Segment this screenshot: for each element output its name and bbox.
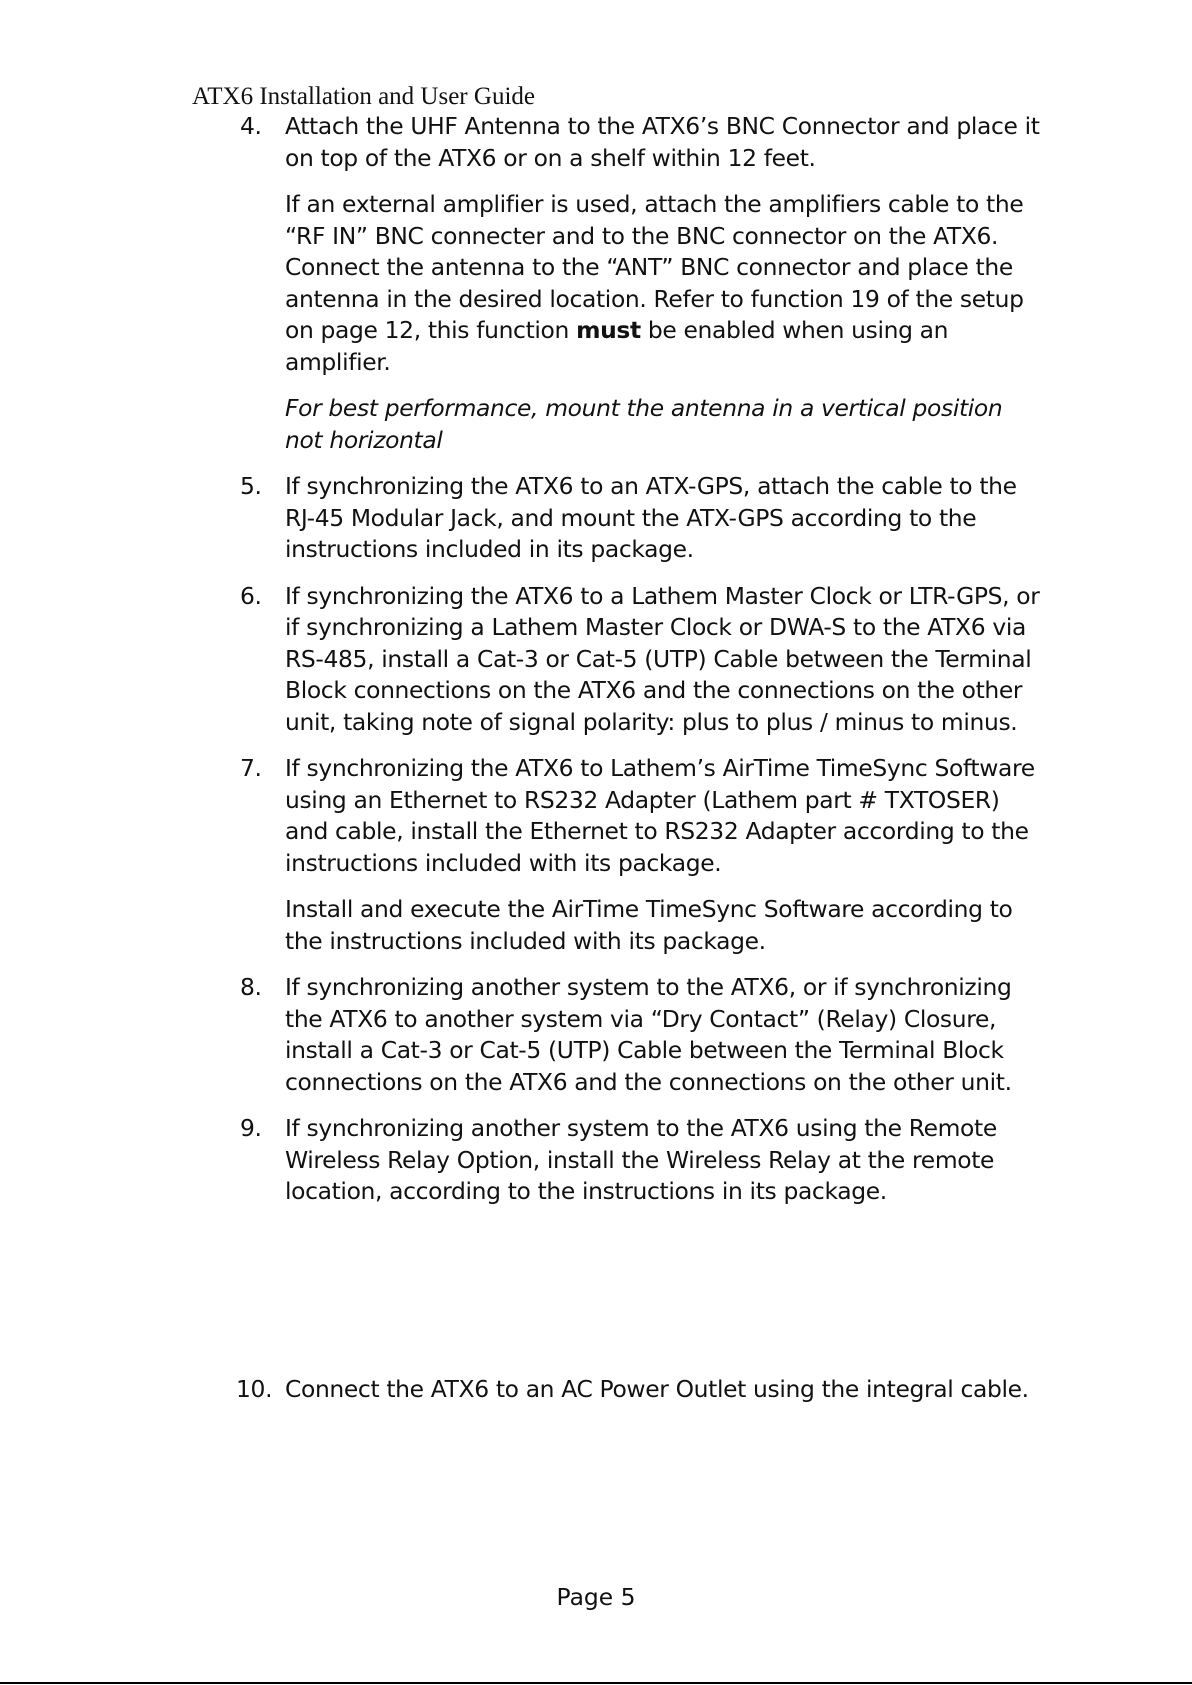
step-text: If an external amplifier is used, attach the amplifiers cable to the “RF IN” BNC connecter and to the BNC connector on the ATX6. Connect the antenna to the “ANT” BNC connector and place the antenna in the desired location. Refer to function 19 of the setup on page 12, this function bbox=[285, 190, 1024, 344]
step-paragraph: If synchronizing another system to the ATX6, or if synchronizing the ATX6 to another system via “Dry Contact” (Relay) Closure, install a Cat-3 or Cat-5 (UTP) Cable between the Terminal Block connections on the ATX6 and the connections on the other unit. bbox=[285, 973, 1012, 1096]
step-paragraph: Attach the UHF Antenna to the ATX6’s BNC Connector and place it on top of the ATX6 or on a shelf within 12 feet. bbox=[285, 112, 1040, 172]
list-item-step-10 bbox=[0, 1374, 1045, 1406]
page-header: ATX6 Installation and User Guide bbox=[192, 83, 535, 110]
step-number: 10. bbox=[236, 1374, 273, 1403]
performance-note: For best performance, mount the antenna in a vertical position not horizontal bbox=[285, 394, 1003, 454]
step-text: be enabled when using an amplifier. bbox=[285, 316, 949, 376]
step-number: 4. bbox=[240, 112, 262, 140]
step-paragraph: If synchronizing the ATX6 to a Lathem Master Clock or LTR-GPS, or if synchronizing a Lathem Master Clock or DWA-S to the ATX6 via RS-485, install a Cat-3 or Cat-5 (UTP) Cable between the Terminal Block connections on the ATX6 and the connections on the other unit, taking note of signal polarity: plus to plus / minus to minus. bbox=[285, 581, 1040, 736]
step-paragraph: If synchronizing the ATX6 to an ATX-GPS, attach the cable to the RJ-45 Modular Jack, and mount the ATX-GPS according to the instructions included in its package. bbox=[285, 472, 1017, 563]
list-item-step-6 bbox=[0, 581, 1045, 739]
page-bottom-divider bbox=[0, 1682, 1192, 1684]
step-number: 8. bbox=[240, 973, 262, 1001]
step-paragraph: If synchronizing another system to the ATX6 using the Remote Wireless Relay Option, install the Wireless Relay at the remote location, according to the instructions in its package. bbox=[285, 1114, 997, 1205]
step-paragraph: Install and execute the AirTime TimeSync Software according to the instructions included with its package. bbox=[285, 895, 1013, 955]
list-item-step-9 bbox=[0, 1113, 1045, 1208]
step-number: 6. bbox=[240, 581, 262, 610]
step-number: 7. bbox=[240, 754, 262, 782]
list-item-step-5 bbox=[0, 471, 1045, 566]
step-paragraph: Connect the ATX6 to an AC Power Outlet using the integral cable. bbox=[285, 1374, 1029, 1403]
step-paragraph: If synchronizing the ATX6 to Lathem’s AirTime TimeSync Software using an Ethernet to RS232 Adapter (Lathem part # TXTOSER) and cable, install the Ethernet to RS232 Adapter according to the instructions included with its package. bbox=[285, 754, 1035, 877]
step-number: 9. bbox=[240, 1114, 262, 1142]
step-number: 5. bbox=[240, 472, 262, 500]
page-number: Page 5 bbox=[556, 1583, 636, 1611]
list-item-step-7 bbox=[0, 753, 1045, 957]
list-item-step-4 bbox=[0, 111, 1045, 456]
instruction-list bbox=[0, 111, 1192, 1420]
emphasis-text: must bbox=[576, 316, 641, 344]
step-paragraph bbox=[285, 189, 1045, 378]
list-item-step-8 bbox=[0, 972, 1045, 1098]
